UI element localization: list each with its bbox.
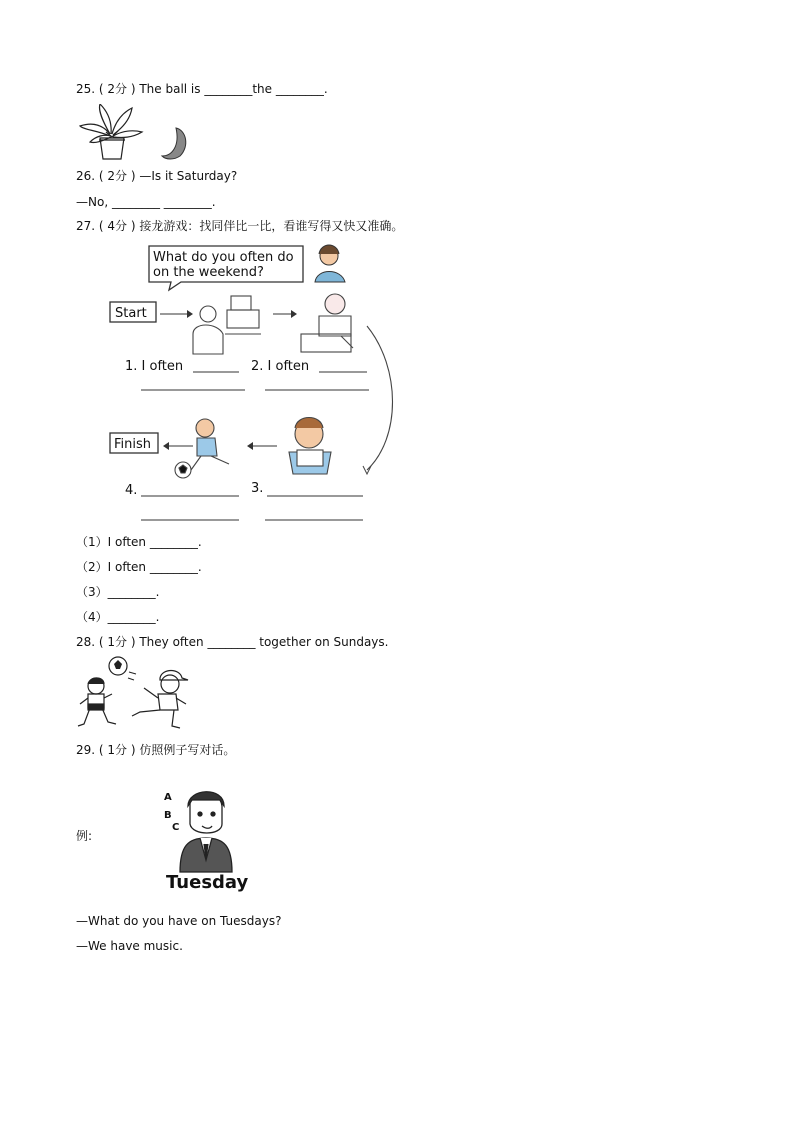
speech-line-2: on the weekend? xyxy=(153,265,264,280)
computer-kid-figure xyxy=(193,296,261,354)
question-26: 26. ( 2分 ) —Is it Saturday? xyxy=(76,169,238,183)
start-label: Start xyxy=(115,306,147,321)
q27-item-1: （1）I often ________. xyxy=(76,535,202,549)
football-boy-figure xyxy=(175,419,229,478)
day-label: Tuesday xyxy=(166,872,248,893)
question-25: 25. ( 2分 ) The ball is ________the ________. xyxy=(76,82,328,96)
plant-and-ball-figure xyxy=(76,104,196,166)
prompt-1: 1. I often xyxy=(125,359,184,374)
speech-line-1: What do you often do xyxy=(153,250,294,265)
question-26-answer-line: —No, ________ ________. xyxy=(76,195,216,209)
dialogue-answer: —We have music. xyxy=(76,939,183,953)
chain-game-svg xyxy=(105,238,405,528)
question-29: 29. ( 1分 ) 仿照例子写对话。 xyxy=(76,743,236,757)
reading-boy-figure xyxy=(289,418,331,475)
q27-item-4: （4）________. xyxy=(76,610,160,624)
tuesday-teacher-figure xyxy=(158,784,248,900)
finish-label: Finish xyxy=(114,437,152,452)
abc-letter-b: B xyxy=(164,810,172,821)
prompt-2: 2. I often xyxy=(251,359,310,374)
prompt-3: 3. xyxy=(251,481,264,496)
q27-item-3: （3）________. xyxy=(76,585,160,599)
prompt-4: 4. xyxy=(125,483,138,498)
abc-letter-a: A xyxy=(164,792,172,803)
example-label: 例: xyxy=(76,829,93,843)
q27-item-2: （2）I often ________. xyxy=(76,560,202,574)
question-28: 28. ( 1分 ) They often ________ together on Sundays. xyxy=(76,635,389,649)
dialogue-question: —What do you have on Tuesdays? xyxy=(76,914,282,928)
woman-figure xyxy=(315,245,345,282)
abc-letter-c: C xyxy=(172,822,180,833)
kids-playing-football-figure xyxy=(74,654,194,736)
weekend-chain-game-figure xyxy=(105,238,405,532)
question-27: 27. ( 4分 ) 接龙游戏：找同伴比一比，看谁写得又快又准确。 xyxy=(76,219,404,233)
desk-girl-figure xyxy=(301,294,353,352)
